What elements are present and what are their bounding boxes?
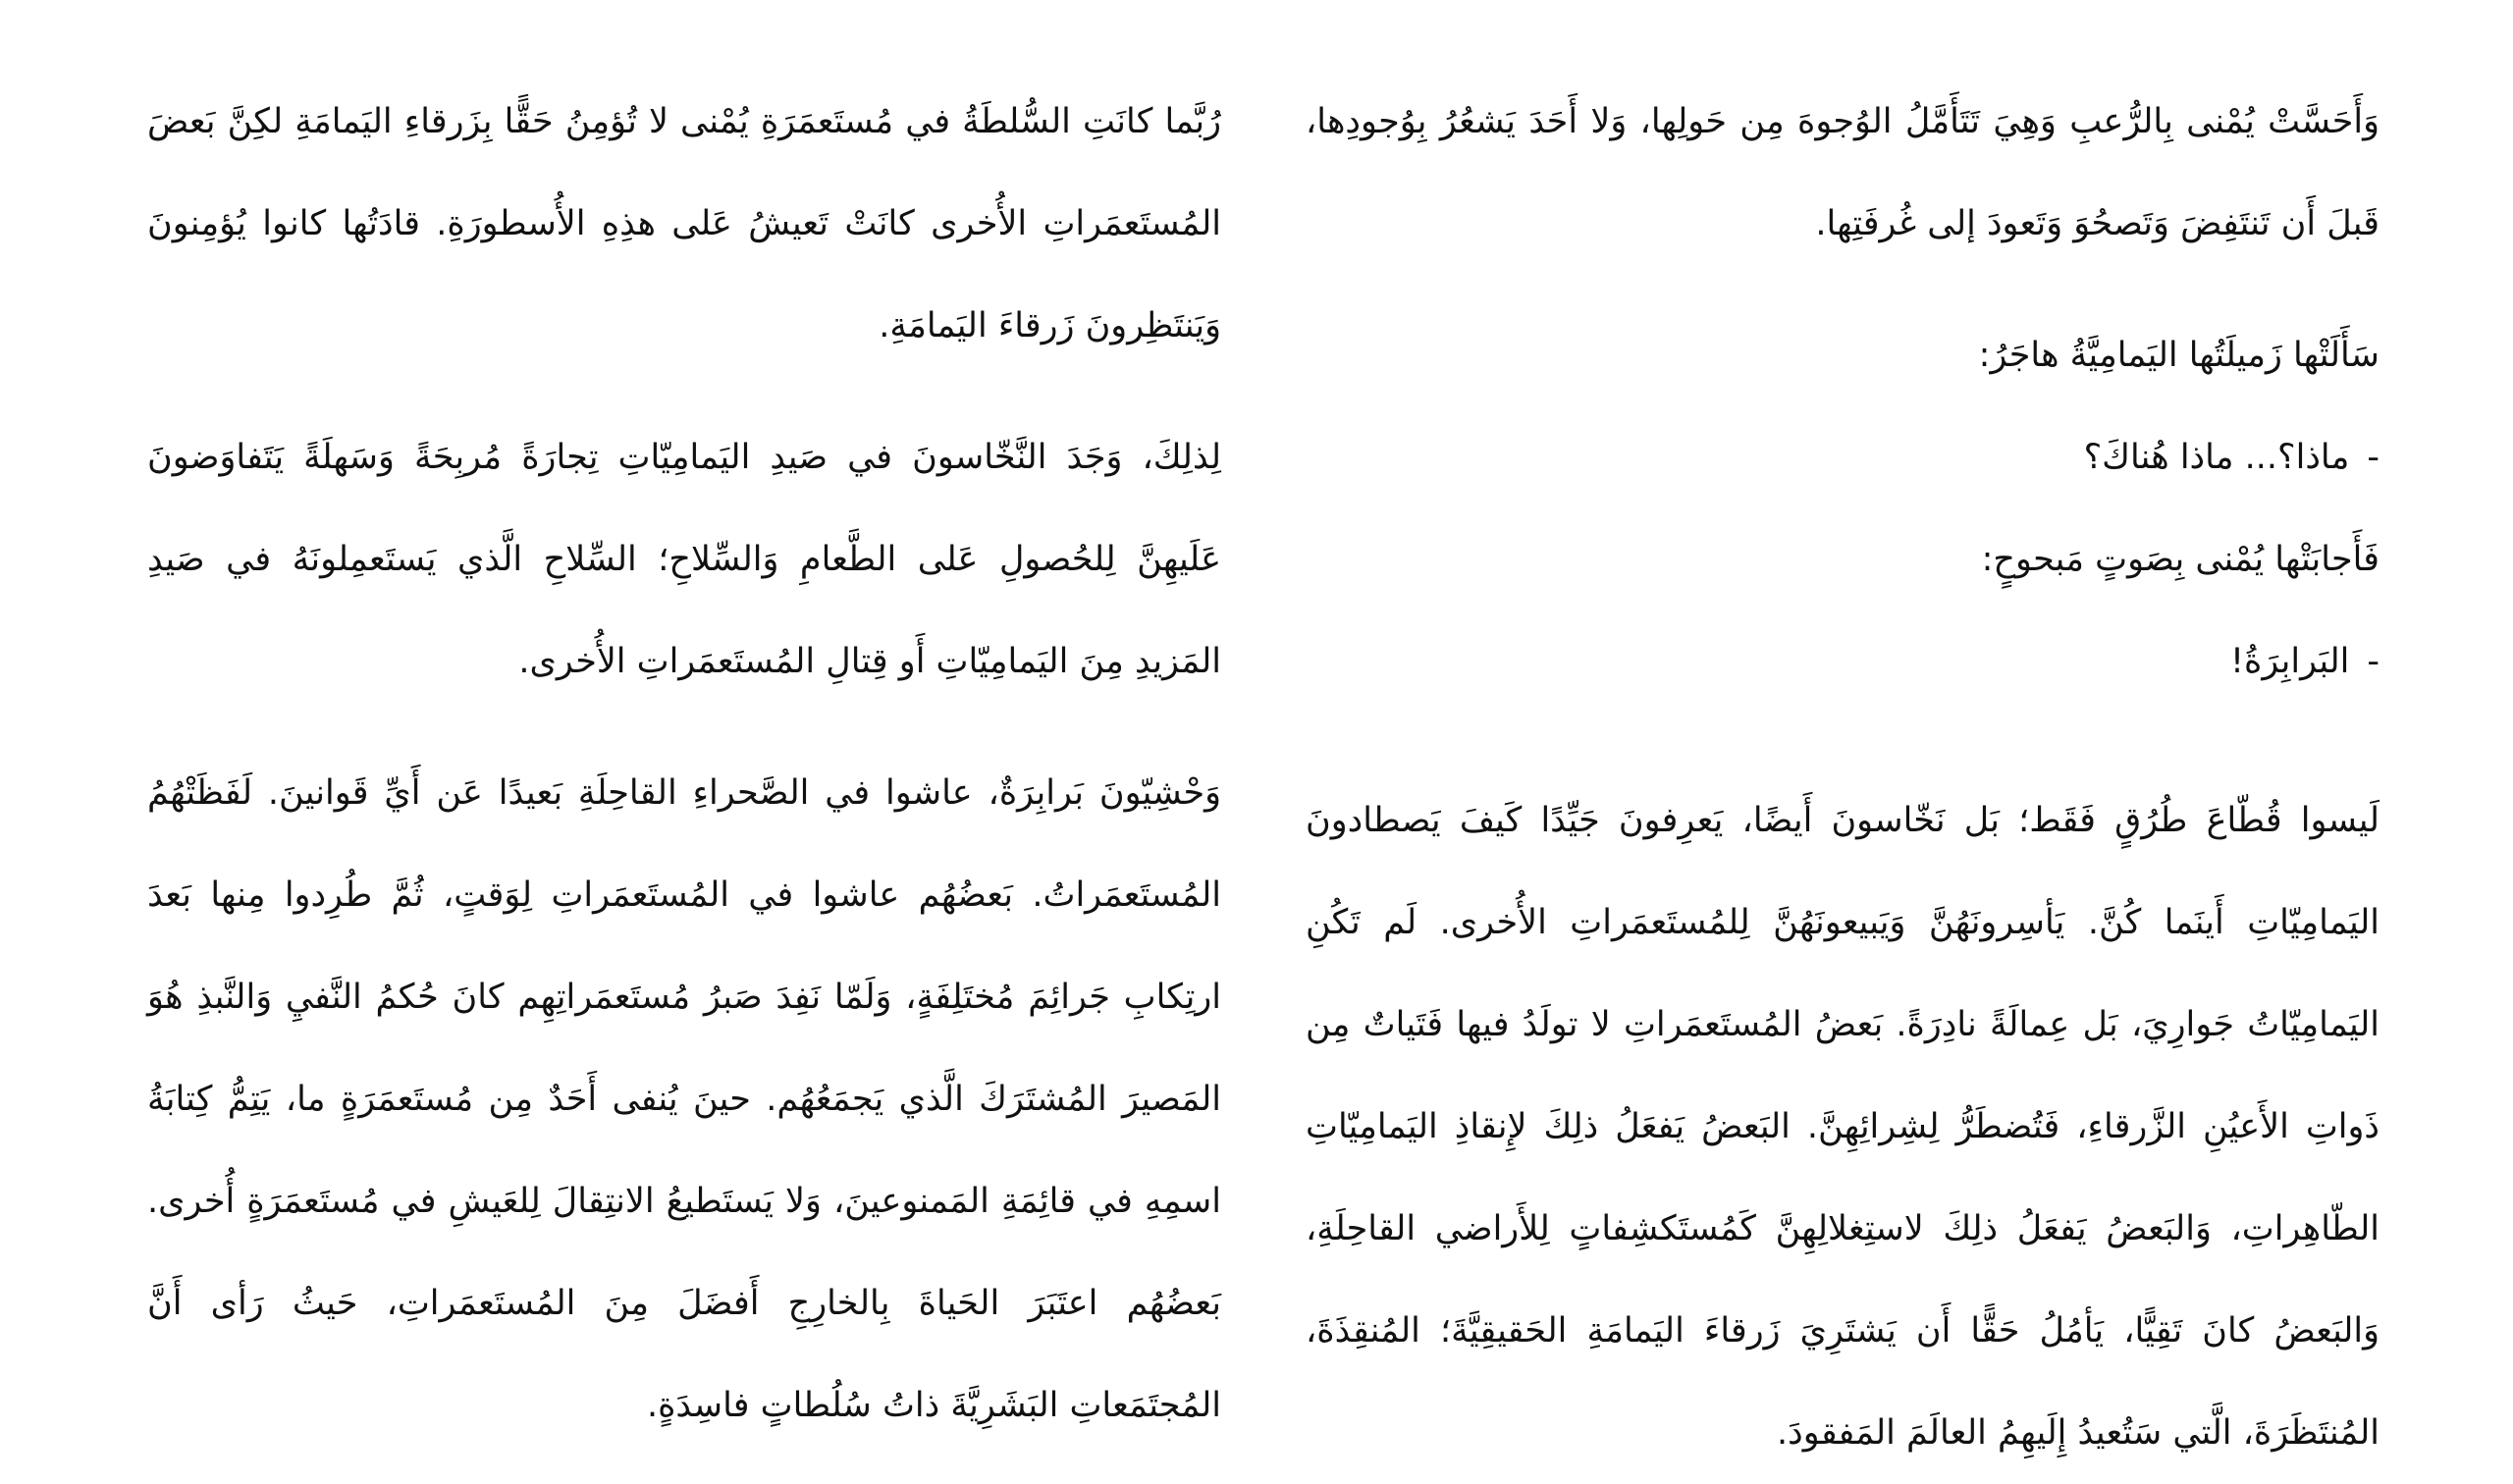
dialogue-dash: - xyxy=(2367,642,2379,681)
dialogue-line-1 xyxy=(1306,406,2379,508)
dialogue-dash: - xyxy=(2367,438,2379,477)
left-page xyxy=(147,71,1221,1457)
left-paragraph-2: لِذلِكَ، وَجَدَ النَّخّاسونَ في صَيدِ اليَمامِيّاتِ تِجارَةً مُربِحَةً وَسَهلَةً يَتَفاوَضونَ عَلَيهِنَّ لِلحُصولِ عَلى الطَّعامِ وَالسِّلاحِ؛ السِّلاحِ الَّذي يَستَعمِلونَهُ في صَيدِ المَزيدِ مِنَ اليَمامِيّاتِ أَو قِتالِ المُستَعمَراتِ الأُخرى. xyxy=(147,438,1221,681)
right-paragraph-4: لَيسوا قُطّاعَ طُرُقٍ فَقَط؛ بَل نَخّاسونَ أَيضًا، يَعرِفونَ جَيِّدًا كَيفَ يَصطادونَ اليَمامِيّاتِ أَينَما كُنَّ. يَأسِرونَهُنَّ وَيَبيعونَهُنَّ لِلمُستَعمَراتِ الأُخرى. لَم تَكُنِ اليَمامِيّاتُ جَوارِيَ، بَل عِمالَةً نادِرَةً. بَعضُ المُستَعمَراتِ لا تولَدُ فيها فَتَياتٌ مِن ذَواتِ الأَعيُنِ الزَّرقاءِ، فَتُضطَرُّ لِشِرائِهِنَّ. البَعضُ يَفعَلُ ذلِكَ لإِنقاذِ اليَمامِيّاتِ الطّاهِراتِ، وَالبَعضُ يَفعَلُ ذلِكَ لاستِغلالِهِنَّ كَمُستَكشِفاتٍ لِلأَراضي القاحِلَةِ، وَالبَعضُ كانَ تَقِيًّا، يَأمُلُ حَقًّا أَن يَشتَرِيَ زَرقاءَ اليَمامَةِ الحَقيقِيَّةَ؛ المُنقِذَةَ، المُنتَظَرَةَ، الَّتي سَتُعيدُ إِلَيهِمُ العالَمَ المَفقودَ. xyxy=(1306,801,2379,1453)
dialogue-text-2: البَرابِرَةُ! xyxy=(2229,642,2350,681)
right-paragraph-2: سَأَلَتْها زَميلَتُها اليَمامِيَّةُ هاجَرُ: xyxy=(1978,336,2379,375)
right-page xyxy=(1306,71,2379,1484)
dialogue-text-1: ماذا؟... ماذا هُناكَ؟ xyxy=(2083,438,2350,477)
right-paragraph-1: وَأَحَسَّتْ يُمْنى بِالرُّعبِ وَهِيَ تَتَأَمَّلُ الوُجوهَ مِن حَولِها، وَلا أَحَدَ يَشعُرُ بِوُجودِها، قَبلَ أَن تَنتَفِضَ وَتَصحُوَ وَتَعودَ إلى غُرفَتِها. xyxy=(1306,102,2379,243)
left-paragraph-3: وَحْشِيّونَ بَرابِرَةٌ، عاشوا في الصَّحراءِ القاحِلَةِ بَعيدًا عَن أَيِّ قَوانينَ. لَفَظَتْهُمُ المُستَعمَراتُ. بَعضُهُم عاشوا في المُستَعمَراتِ لِوَقتٍ، ثُمَّ طُرِدوا مِنها بَعدَ ارتِكابِ جَرائِمَ مُختَلِفَةٍ، وَلَمّا نَفِدَ صَبرُ مُستَعمَراتِهِم كانَ حُكمُ النَّفيِ وَالنَّبذِ هُوَ المَصيرَ المُشتَرَكَ الَّذي يَجمَعُهُم. حينَ يُنفى أَحَدٌ مِن مُستَعمَرَةٍ ما، يَتِمُّ كِتابَةُ اسمِهِ في قائِمَةِ المَمنوعينَ، وَلا يَستَطيعُ الانتِقالَ لِلعَيشِ في مُستَعمَرَةٍ أُخرى. بَعضُهُم اعتَبَرَ الحَياةَ بِالخارِجِ أَفضَلَ مِنَ المُستَعمَراتِ، حَيثُ رَأى أَنَّ المُجتَمَعاتِ البَشَرِيَّةَ ذاتُ سُلُطاتٍ فاسِدَةٍ. xyxy=(147,773,1221,1425)
dialogue-line-2 xyxy=(1306,610,2379,713)
left-paragraph-1: رُبَّما كانَتِ السُّلطَةُ في مُستَعمَرَةِ يُمْنى لا تُؤمِنُ حَقًّا بِزَرقاءِ اليَمامَةِ لكِنَّ بَعضَ المُستَعمَراتِ الأُخرى كانَتْ تَعيشُ عَلى هذِهِ الأُسطورَةِ. قادَتُها كانوا يُؤمِنونَ وَيَنتَظِرونَ زَرقاءَ اليَمامَةِ. xyxy=(147,102,1221,345)
right-paragraph-3: فَأَجابَتْها يُمْنى بِصَوتٍ مَبحوحٍ: xyxy=(1981,540,2379,579)
